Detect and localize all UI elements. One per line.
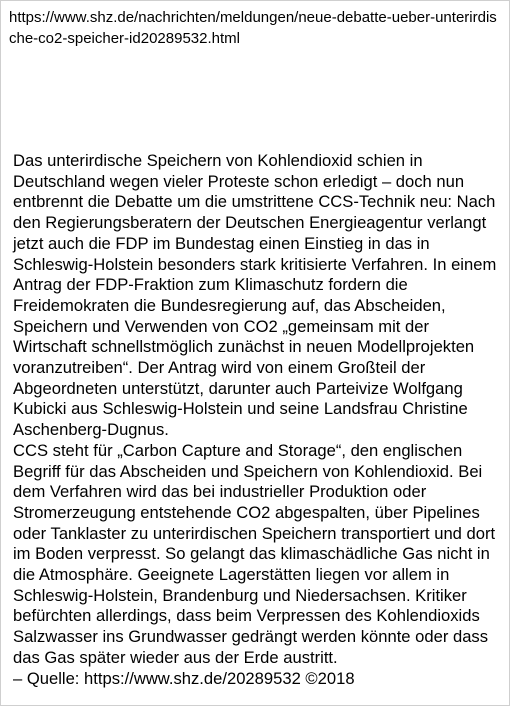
article-paragraph-2: CCS steht für „Carbon Capture and Storage“, den englischen Begriff für das Abscheiden und Speichern von Kohlendioxid. Bei dem Verfahren wird das bei industrieller Produktion oder Stromerzeugung entstehende CO2 abgespalten, über Pipelines oder Tanklaster zu unterirdischen Speichern transportiert und dort im Boden verpresst. So gelangt das klimaschädliche Gas nicht in die Atmosphäre. Geeignete Lagerstätten liegen vor allem in Schleswig-Holstein, Brandenburg und Niedersachsen. Kritiker befürchten allerdings, dass beim Verpressen des Kohlendioxids Salzwasser ins Grundwasser gedrängt werden könnte oder dass das Gas später wieder aus der Erde austritt. <box>13 440 496 667</box>
article-body <box>13 151 507 689</box>
source-url: https://www.shz.de/nachrichten/meldungen/neue-debatte-ueber-unterirdische-co2-speicher-id20289532.html <box>9 9 497 47</box>
source-credit: – Quelle: https://www.shz.de/20289532 ©2018 <box>13 668 355 688</box>
article-paragraph-1: Das unterirdische Speichern von Kohlendioxid schien in Deutschland wegen vieler Proteste schon erledigt – doch nun entbrennt die Debatte um die umstrittene CCS-Technik neu: Nach den Regierungsberatern der Deutschen Energieagentur verlangt jetzt auch die FDP im Bundestag einen Einstieg in das in Schleswig-Holstein besonders stark kritisierte Verfahren. In einem Antrag der FDP-Fraktion zum Klimaschutz fordern die Freidemokraten die Bundesregierung auf, das Abscheiden, Speichern und Verwenden von CO2 „gemeinsam mit der Wirtschaft schnellstmöglich zunächst in neuen Modellprojekten voranzutreiben“. Der Antrag wird von einem Großteil der Abgeordneten unterstützt, darunter auch Parteivize Wolfgang Kubicki aus Schleswig-Holstein und seine Landsfrau Christine Aschenberg-Dugnus. <box>13 151 497 440</box>
